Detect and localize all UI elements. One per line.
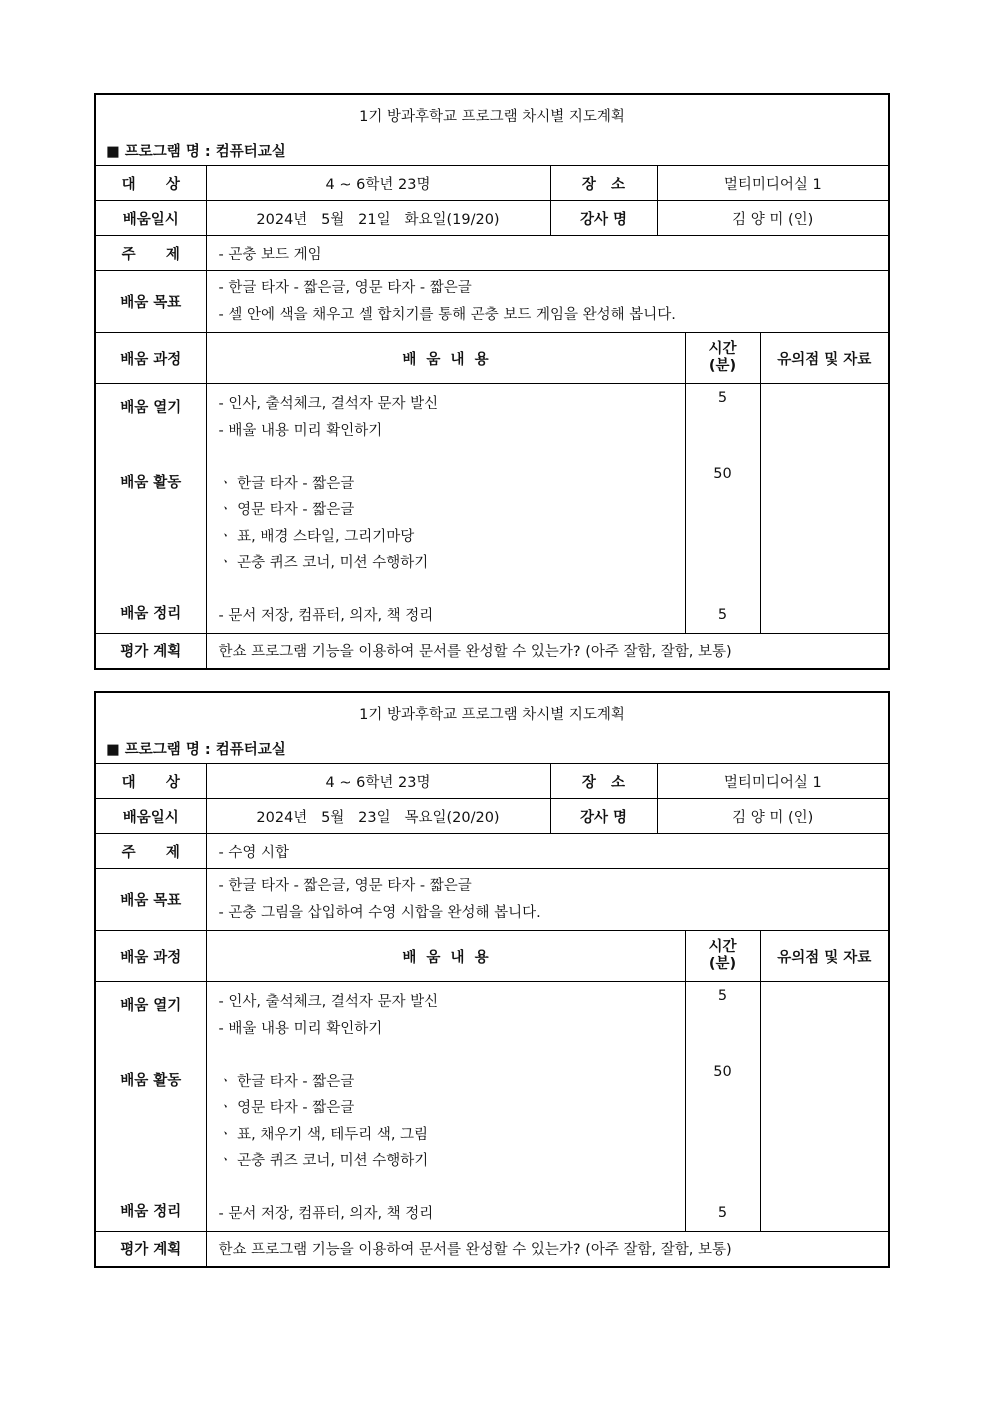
lesson-plan-2 [94, 691, 888, 1268]
plan-table [94, 93, 890, 670]
place-label: 장 소 [550, 764, 657, 799]
topic-label: 주 제 [95, 236, 206, 271]
activity-line: ㆍ 곤충 퀴즈 코너, 미션 수행하기 [218, 1153, 429, 1169]
stage-open: 배움 열기 [120, 400, 182, 416]
stage-activity: 배움 활동 [120, 1072, 182, 1089]
target-label: 대 상 [95, 166, 206, 201]
goal-label: 배움 목표 [95, 271, 206, 333]
notes-label: 유의점 및 자료 [760, 931, 889, 982]
open-line: - 인사, 출석체크, 결석자 문자 발신 [218, 396, 439, 412]
program-name: ■ 프로그램 명 : 컴퓨터교실 [95, 135, 889, 166]
target-value: 4 ~ 6학년 23명 [206, 764, 550, 799]
plan-table [94, 691, 890, 1268]
plan-title: 1기 방과후학교 프로그램 차시별 지도계획 [95, 94, 889, 135]
goal-line: - 한글 타자 - 짧은글, 영문 타자 - 짧은글 [218, 280, 472, 296]
topic-label: 주 제 [95, 834, 206, 869]
teacher-label: 강사 명 [550, 201, 657, 236]
time-open: 5 [717, 390, 728, 406]
stage-open: 배움 열기 [120, 998, 182, 1014]
activity-line: ㆍ 표, 채우기 색, 테두리 색, 그림 [218, 1126, 429, 1143]
activity-line: ㆍ 표, 배경 스타일, 그리기마당 [218, 528, 415, 545]
time-activity: 50 [713, 465, 732, 482]
activity-line: ㆍ 영문 타자 - 짧은글 [218, 1100, 355, 1116]
notes-label: 유의점 및 자료 [760, 333, 889, 384]
time-close: 5 [717, 1205, 728, 1221]
content-label: 배 움 내 용 [206, 333, 685, 384]
activity-line: ㆍ 한글 타자 - 짧은글 [218, 1073, 355, 1090]
content-column [206, 982, 685, 1232]
time-close: 5 [717, 607, 728, 623]
activity-line: ㆍ 한글 타자 - 짧은글 [218, 475, 355, 492]
goal-line: - 한글 타자 - 짧은글, 영문 타자 - 짧은글 [218, 878, 472, 894]
eval-label: 평가 계획 [95, 634, 206, 669]
goal-value [206, 271, 889, 333]
place-label: 장 소 [550, 166, 657, 201]
time-column [685, 384, 760, 634]
activity-line: ㆍ 곤충 퀴즈 코너, 미션 수행하기 [218, 555, 429, 571]
date-label: 배움일시 [95, 201, 206, 236]
topic-value: - 수영 시합 [206, 834, 889, 869]
close-line: - 문서 저장, 컴퓨터, 의자, 책 정리 [218, 607, 434, 624]
time-open: 5 [717, 988, 728, 1004]
place-value: 멀티미디어실 1 [657, 764, 889, 799]
plan-title: 1기 방과후학교 프로그램 차시별 지도계획 [95, 692, 889, 733]
teacher-label: 강사 명 [550, 799, 657, 834]
open-line: - 인사, 출석체크, 결석자 문자 발신 [218, 994, 439, 1010]
stage-close: 배움 정리 [120, 606, 182, 622]
date-value: 2024년 5월 23일 목요일(20/20) [206, 799, 550, 834]
goal-label: 배움 목표 [95, 869, 206, 931]
activity-line: ㆍ 영문 타자 - 짧은글 [218, 502, 355, 518]
teacher-value: 김 양 미 (인) [657, 201, 889, 236]
date-label: 배움일시 [95, 799, 206, 834]
eval-value: 한쇼 프로그램 기능을 이용하여 문서를 완성할 수 있는가? (아주 잘함, 잘함, 보통) [206, 1232, 889, 1267]
stage-column [95, 384, 206, 634]
goal-line: - 곤충 그림을 삽입하여 수영 시합을 완성해 봅니다. [218, 904, 541, 921]
target-label: 대 상 [95, 764, 206, 799]
content-column [206, 384, 685, 634]
stage-close: 배움 정리 [120, 1204, 182, 1220]
teacher-value: 김 양 미 (인) [657, 799, 889, 834]
notes-column [760, 982, 889, 1232]
stage-activity: 배움 활동 [120, 474, 182, 491]
time-label: 시간 (분) [685, 333, 760, 384]
goal-line: - 셀 안에 색을 채우고 셀 합치기를 통해 곤충 보드 게임을 완성해 봅니다. [218, 306, 676, 323]
place-value: 멀티미디어실 1 [657, 166, 889, 201]
eval-label: 평가 계획 [95, 1232, 206, 1267]
close-line: - 문서 저장, 컴퓨터, 의자, 책 정리 [218, 1205, 434, 1222]
stage-column [95, 982, 206, 1232]
lesson-plan-1 [94, 93, 888, 670]
target-value: 4 ~ 6학년 23명 [206, 166, 550, 201]
notes-column [760, 384, 889, 634]
process-label: 배움 과정 [95, 931, 206, 982]
content-label: 배 움 내 용 [206, 931, 685, 982]
goal-value [206, 869, 889, 931]
open-line: - 배울 내용 미리 확인하기 [218, 1020, 383, 1037]
program-name: ■ 프로그램 명 : 컴퓨터교실 [95, 733, 889, 764]
time-column [685, 982, 760, 1232]
open-line: - 배울 내용 미리 확인하기 [218, 422, 383, 439]
topic-value: - 곤충 보드 게임 [206, 236, 889, 271]
date-value: 2024년 5월 21일 화요일(19/20) [206, 201, 550, 236]
eval-value: 한쇼 프로그램 기능을 이용하여 문서를 완성할 수 있는가? (아주 잘함, 잘함, 보통) [206, 634, 889, 669]
time-activity: 50 [713, 1063, 732, 1080]
process-label: 배움 과정 [95, 333, 206, 384]
time-label: 시간 (분) [685, 931, 760, 982]
